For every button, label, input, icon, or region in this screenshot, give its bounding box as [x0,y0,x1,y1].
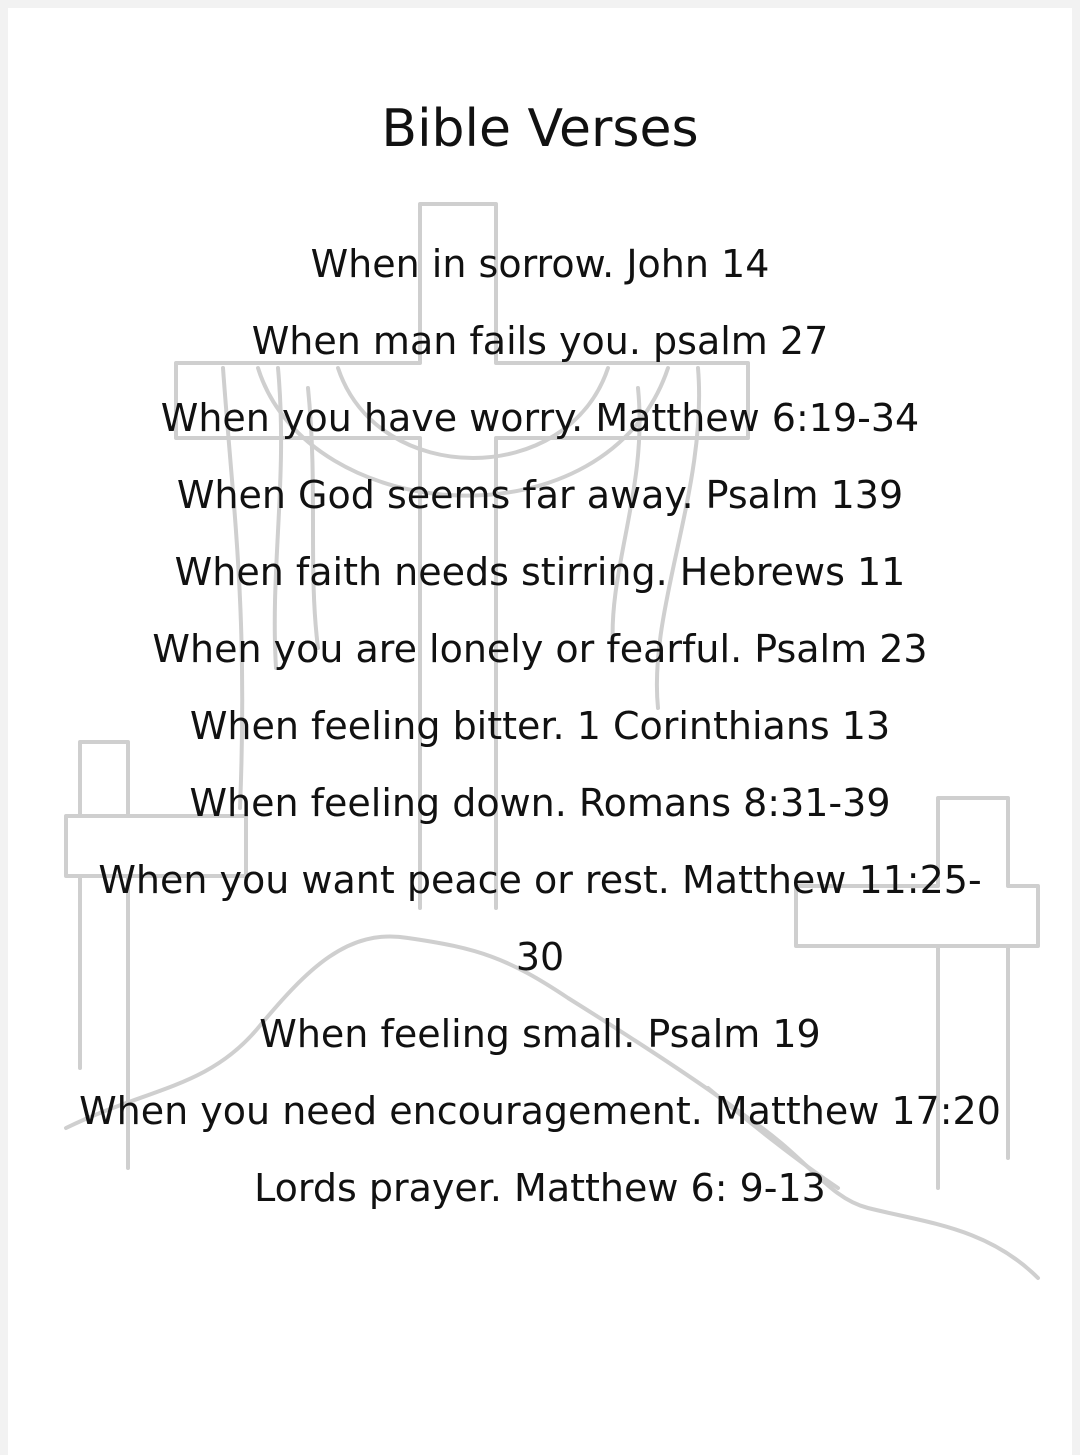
list-item: When God seems far away. Psalm 139 [176,473,904,517]
list-item: When you have worry. Matthew 6:19-34 [160,396,920,440]
list-item: When feeling small. Psalm 19 [259,1012,821,1056]
list-item: When feeling bitter. 1 Corinthians 13 [189,704,891,748]
list-item: Lords prayer. Matthew 6: 9-13 [254,1166,826,1210]
list-item: When in sorrow. John 14 [310,242,770,286]
list-item: When man fails you. psalm 27 [251,319,829,363]
list-item: When feeling down. Romans 8:31-39 [189,781,891,825]
document-page [8,8,1072,1455]
list-item: When faith needs stirring. Hebrews 11 [174,550,906,594]
verse-list [8,226,1072,1227]
list-item: When you need encouragement. Matthew 17:20 [79,1089,1001,1133]
list-item: When you are lonely or fearful. Psalm 23 [152,627,928,671]
page-title: Bible Verses [381,99,699,159]
list-item: When you want peace or rest. Matthew 11:25-30 [98,858,982,979]
